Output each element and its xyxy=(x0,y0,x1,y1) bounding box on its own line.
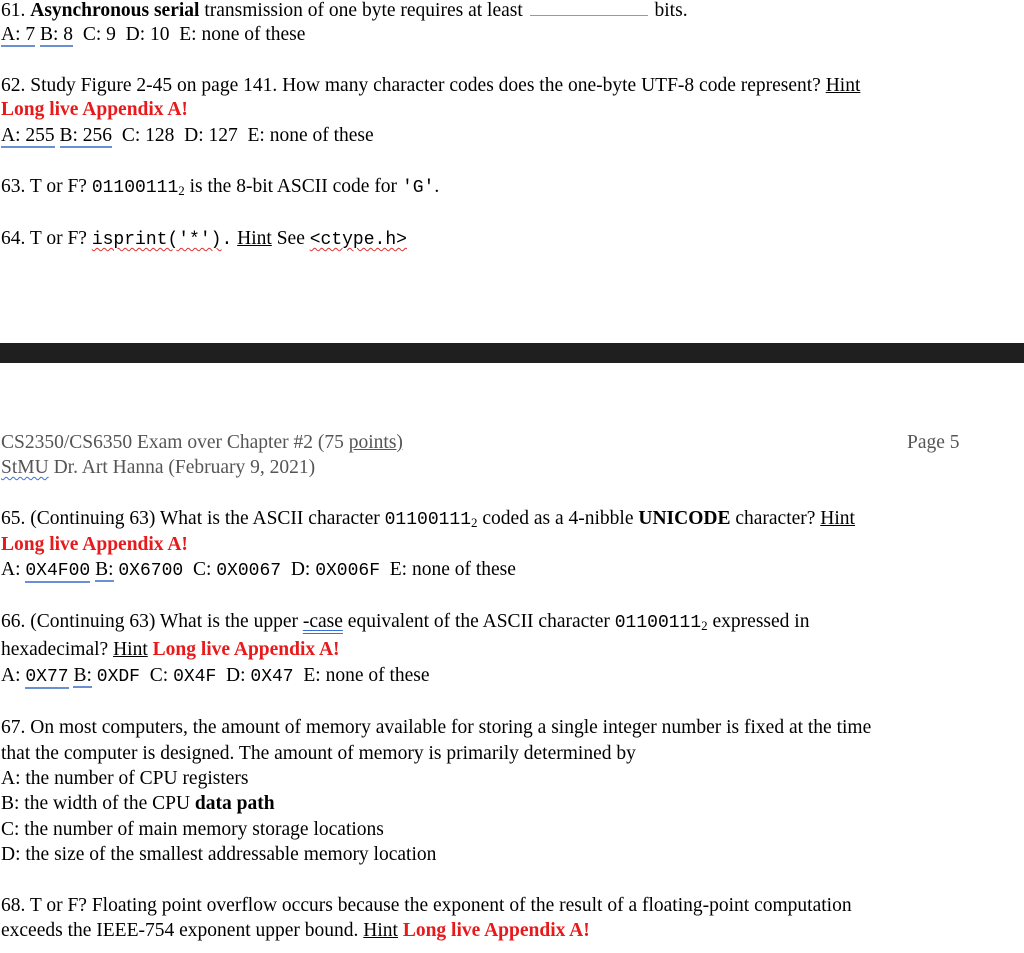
q66-text: equivalent of the ASCII character xyxy=(347,611,610,632)
q66-base: 2 xyxy=(701,618,708,633)
q66-hint-text: Long live Appendix A! xyxy=(152,639,340,660)
q62-option-b: B: 256 xyxy=(59,125,113,146)
q67-option-c: C: the number of main memory storage locations xyxy=(1,819,384,840)
q64-header-file: <ctype.h> xyxy=(309,230,407,250)
page-header-line1 xyxy=(1,431,403,455)
q63-end: . xyxy=(434,176,440,197)
q66-case: -case xyxy=(302,611,343,632)
q64-hint-link[interactable]: Hint xyxy=(237,228,272,249)
q65-option-b-value: 0X6700 xyxy=(118,561,184,581)
q66-option-c-label: C: xyxy=(149,665,169,686)
q68-question-line1: 68. T or F? Floating point overflow occurs because the exponent of the result of a floating-point computation xyxy=(1,895,852,916)
q66-option-c-value: 0X4F xyxy=(173,667,217,687)
q64-code: isprint('*') xyxy=(91,230,222,250)
header-author: Dr. Art Hanna (February 9, 2021) xyxy=(53,457,316,478)
q61-option-a: A: 7 xyxy=(1,24,36,45)
q63-base: 2 xyxy=(178,183,185,198)
q65-option-c-value: 0X0067 xyxy=(216,561,282,581)
q63-text: is the 8-bit ASCII code for xyxy=(189,176,398,197)
page-break-bar xyxy=(0,343,1024,363)
q64-question xyxy=(1,227,407,252)
q68-question-line2 xyxy=(1,919,590,943)
q61-option-e: E: none of these xyxy=(179,24,306,45)
q62-option-a: A: 255 xyxy=(1,125,55,146)
q65-base: 2 xyxy=(471,515,478,530)
q66-option-d-label: D: xyxy=(226,665,246,686)
q63-char: 'G' xyxy=(401,178,435,198)
q61-option-c: C: 9 xyxy=(82,24,116,45)
q68-line2: exceeds the IEEE-754 exponent upper bound. xyxy=(1,920,359,941)
q65-options xyxy=(1,558,516,583)
q67-option-b xyxy=(1,792,275,816)
q67-option-b-bold: data path xyxy=(194,793,275,814)
q66-binary-code: 01100111 xyxy=(614,613,702,633)
q68-hint-link[interactable]: Hint xyxy=(363,920,398,941)
q65-option-e: E: none of these xyxy=(389,559,516,580)
q65-question xyxy=(1,507,855,532)
page-header-line2 xyxy=(1,456,315,480)
page-number: Page 5 xyxy=(907,432,960,453)
q65-hint-text: Long live Appendix A! xyxy=(1,534,188,555)
q62-hint-text: Long live Appendix A! xyxy=(1,99,188,120)
q66-option-a-label: A: xyxy=(1,665,21,686)
q61-options xyxy=(1,23,305,47)
q66-option-d-value: 0X47 xyxy=(250,667,294,687)
q64-prefix: 64. T or F? xyxy=(1,228,87,249)
header-course: CS2350/CS6350 Exam over Chapter #2 (75 xyxy=(1,432,344,453)
q67-question-line2: that the computer is designed. The amount of memory is primarily determined by xyxy=(1,743,636,764)
q61-bold-term: Asynchronous serial xyxy=(30,0,200,21)
q67-option-d: D: the size of the smallest addressable memory location xyxy=(1,844,437,865)
q66-question-line2 xyxy=(1,638,340,662)
q62-option-c: C: 128 xyxy=(121,125,175,146)
q66-question xyxy=(1,610,809,635)
q66-option-a-value: 0X77 xyxy=(25,667,69,687)
q67-option-b-text: B: the width of the CPU xyxy=(1,793,191,814)
q63-prefix: 63. T or F? xyxy=(1,176,87,197)
q66-option-b-value: 0XDF xyxy=(96,667,140,687)
q65-option-d-label: D: xyxy=(290,559,311,580)
q62-hint-link[interactable]: Hint xyxy=(825,75,861,96)
q62-option-e: E: none of these xyxy=(247,125,374,146)
q65-option-b-label: B: xyxy=(95,559,114,580)
q62-question xyxy=(1,74,860,98)
q62-options xyxy=(1,124,374,148)
q64-see: See xyxy=(276,228,305,249)
q65-binary-code: 01100111 xyxy=(384,510,472,530)
q65-option-a-value: 0X4F00 xyxy=(25,561,91,581)
q63-binary-code: 01100111 xyxy=(91,178,179,198)
q66-prefix: 66. (Continuing 63) What is the upper xyxy=(1,611,298,632)
q63-question xyxy=(1,175,439,200)
header-school: StMU xyxy=(1,457,49,478)
q66-options xyxy=(1,664,430,689)
q61-option-d: D: 10 xyxy=(125,24,170,45)
q61-answer-blank[interactable] xyxy=(530,0,648,16)
q66-end: expressed in xyxy=(712,611,810,632)
q66-option-e: E: none of these xyxy=(303,665,430,686)
q62-text: 62. Study Figure 2-45 on page 141. How many character codes does the one-byte UTF-8 code represent? xyxy=(1,75,821,96)
q64-dot: . xyxy=(221,230,233,250)
q61-end: bits. xyxy=(654,0,688,21)
q66-option-b-label: B: xyxy=(73,665,92,686)
q65-text: coded as a 4-nibble xyxy=(482,508,634,529)
q67-option-a: A: the number of CPU registers xyxy=(1,768,249,789)
q66-line2: hexadecimal? xyxy=(1,639,109,660)
q61-number: 61. xyxy=(1,0,26,21)
q65-option-d-value: 0X006F xyxy=(315,561,380,581)
q65-option-a-label: A: xyxy=(1,559,21,580)
q62-option-d: D: 127 xyxy=(184,125,238,146)
q61-option-b: B: 8 xyxy=(40,24,74,45)
q61-text: transmission of one byte requires at least xyxy=(204,0,523,21)
q65-hint-link[interactable]: Hint xyxy=(820,508,855,529)
q66-hint-link[interactable]: Hint xyxy=(113,639,148,660)
q68-hint-text: Long live Appendix A! xyxy=(402,920,590,941)
q65-end: character? xyxy=(735,508,816,529)
q65-bold-term: UNICODE xyxy=(638,508,731,529)
q67-question-line1: 67. On most computers, the amount of memory available for storing a single integer number is fixed at the time xyxy=(1,717,872,738)
q61-question xyxy=(1,0,688,23)
header-points: points) xyxy=(348,432,403,453)
q65-option-c-label: C: xyxy=(192,559,212,580)
q65-prefix: 65. (Continuing 63) What is the ASCII character xyxy=(1,508,380,529)
